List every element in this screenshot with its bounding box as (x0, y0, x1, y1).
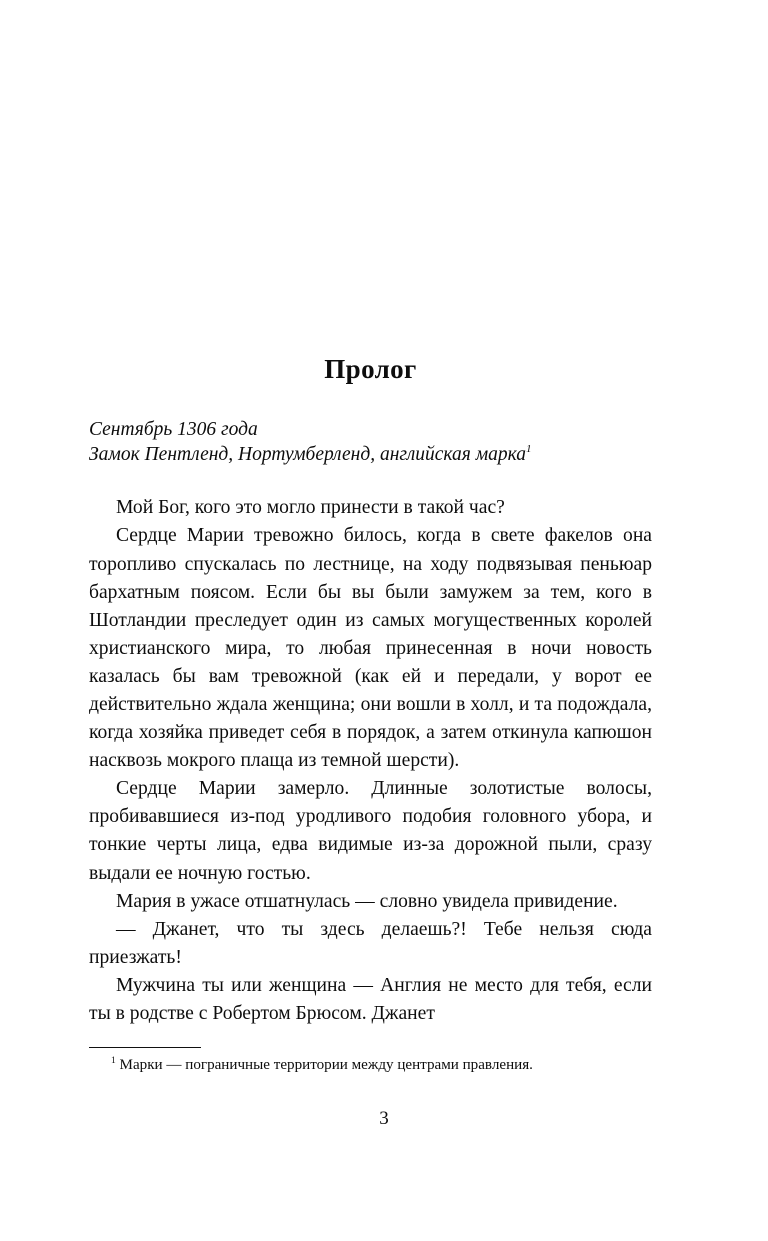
chapter-title: Пролог (324, 354, 417, 384)
footnote-reference-marker: 1 (526, 443, 532, 456)
footnote (89, 1055, 652, 1075)
setting-place-text: Замок Пентленд, Нортумберленд, английская марка (89, 444, 527, 466)
body-paragraph: Мой Бог, кого это могло принести в такой час? (116, 497, 505, 519)
page-number: 3 (379, 1108, 389, 1129)
setting-block (89, 417, 652, 467)
setting-date-line: Сентябрь 1306 года (89, 419, 258, 441)
setting-place-line (89, 442, 652, 467)
footnote-separator-rule (89, 1047, 201, 1048)
footnote-text: Марки — пограничные территории между центрами правления. (119, 1057, 533, 1073)
body-paragraph: Сердце Марии замерло. Длинные золотистые волосы, пробивавшиеся из-под уродливого подобия головного убора, и тонкие черты лица, едва видимые из-за дорожной пыли, сразу выдали ее ночную гостью. (89, 778, 652, 884)
footnote-zone (89, 1047, 652, 1075)
body-paragraph: Мужчина ты или женщина — Англия не место для тебя, если ты в родстве с Робертом Брюсом. Джанет (89, 974, 652, 1025)
body-paragraph: Мария в ужасе отшатнулась — словно увидела привидение. (116, 890, 618, 912)
footnote-marker: 1 (111, 1056, 116, 1066)
text-column (89, 355, 652, 1028)
body-paragraph: Сердце Марии тревожно билось, когда в свете факелов она торопливо спускалась по лестнице, на ходу подвязывая пеньюар бархатным поясом. Если бы вы были замужем за тем, кого в Шотландии преследует один из самых могущественных королей христианского мира, то любая принесенная в ночи новость казалась бы вам тревожной (как ей и передали, у ворот ее действительно ждала женщина; они вошли в холл, и та подождала, когда хозяйка приведет себя в порядок, а затем откинула капюшон насквозь мокрого плаща из темной шерсти). (89, 525, 652, 772)
body-paragraph: — Джанет, что ты здесь делаешь?! Тебе нельзя сюда приезжать! (89, 918, 652, 968)
